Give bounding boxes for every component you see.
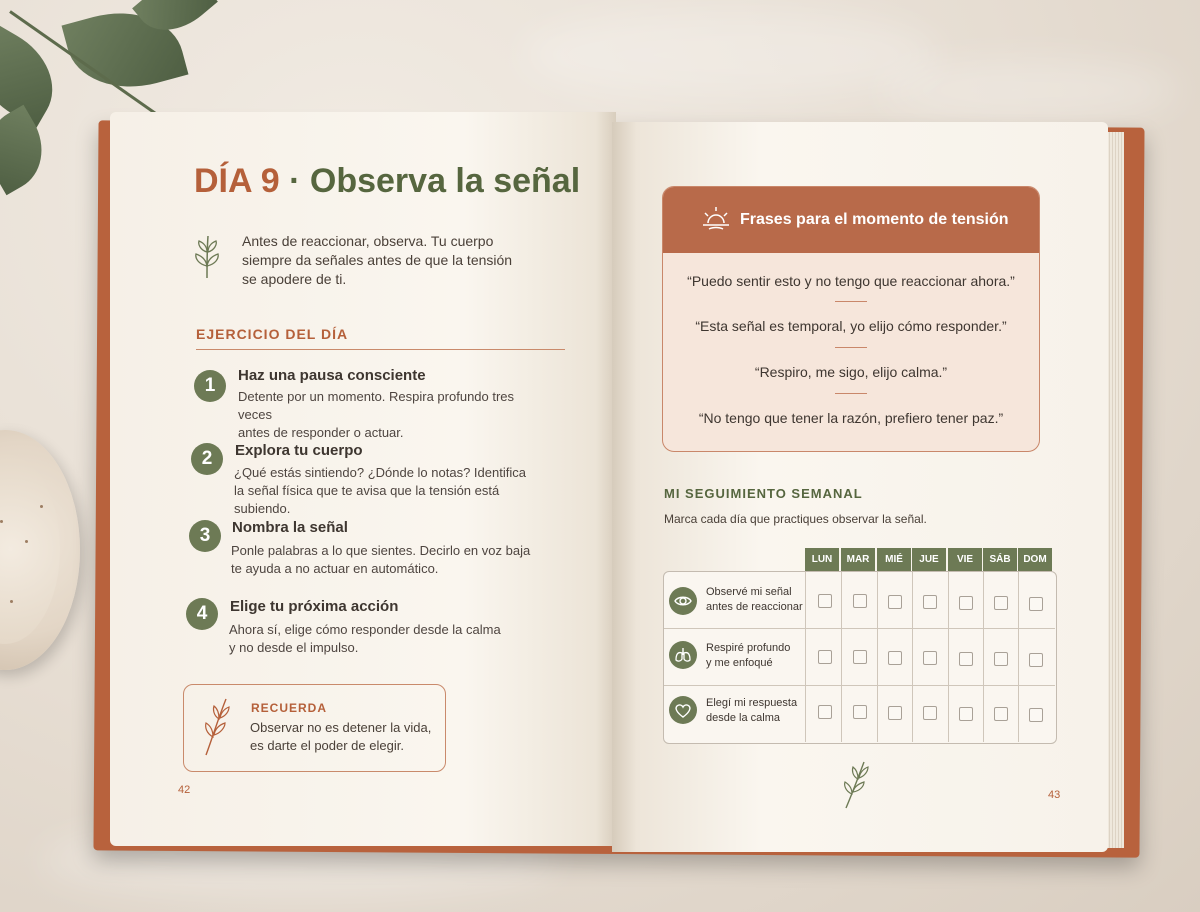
lungs-icon — [669, 641, 697, 669]
step-number: 1 — [194, 370, 226, 402]
checkbox[interactable] — [959, 596, 973, 610]
page-title — [194, 162, 580, 201]
col-divider — [1018, 572, 1019, 742]
row-divider — [664, 685, 1055, 686]
ceramic-bowl — [0, 430, 80, 670]
branch-icon — [200, 695, 232, 757]
step-number: 4 — [186, 598, 218, 630]
col-divider — [841, 572, 842, 742]
page-number-left: 42 — [178, 784, 191, 796]
step-body: Ponle palabras a lo que sientes. Decirlo en voz baja te ayuda a no actuar en automático. — [231, 543, 531, 576]
day-header: DOM — [1018, 548, 1052, 572]
phrase: “Esta señal es temporal, yo elijo cómo responder.” — [695, 318, 1007, 334]
fabric-fold — [880, 60, 1180, 120]
step-number: 2 — [191, 443, 223, 475]
checkbox[interactable] — [818, 650, 832, 664]
checkbox[interactable] — [959, 652, 973, 666]
step-body: Ahora sí, elige cómo responder desde la calma y no desde el impulso. — [229, 622, 501, 655]
day-header: JUE — [912, 548, 946, 572]
checkbox[interactable] — [888, 595, 902, 609]
row-label: Observé mi señal antes de reaccionar — [706, 586, 803, 613]
tracker-heading: MI SEGUIMIENTO SEMANAL — [664, 486, 863, 501]
checkbox[interactable] — [994, 652, 1008, 666]
checkbox[interactable] — [853, 594, 867, 608]
fabric-fold — [520, 10, 940, 100]
reminder-heading: RECUERDA — [251, 701, 328, 715]
col-divider — [912, 572, 913, 742]
intro-text: Antes de reaccionar, observa. Tu cuerpo siempre da señales antes de que la tensión se apodere de ti. — [242, 233, 513, 287]
row-label: Elegí mi respuesta desde la calma — [706, 697, 798, 724]
checkbox[interactable] — [853, 650, 867, 664]
sprig-icon — [838, 758, 872, 810]
divider — [196, 349, 565, 350]
col-divider — [877, 572, 878, 742]
checkbox[interactable] — [888, 706, 902, 720]
title-main: Observa la señal — [309, 162, 581, 200]
title-separator: · — [289, 162, 301, 200]
step-number: 3 — [189, 520, 221, 552]
day-header: SÁB — [983, 548, 1017, 572]
checkbox[interactable] — [923, 595, 937, 609]
checkbox[interactable] — [1029, 597, 1043, 611]
checkbox[interactable] — [818, 594, 832, 608]
divider — [835, 393, 867, 394]
step-body: Detente por un momento. Respira profundo tres veces antes de responder o actuar. — [238, 389, 515, 440]
checkbox[interactable] — [818, 705, 832, 719]
row-divider — [664, 628, 1055, 629]
checkbox[interactable] — [923, 706, 937, 720]
col-divider — [983, 572, 984, 742]
reminder-box — [183, 684, 446, 772]
checkbox[interactable] — [994, 596, 1008, 610]
day-header: VIE — [948, 548, 982, 572]
sprig-icon — [190, 232, 224, 280]
row-label: Respiré profundo y me enfoqué — [706, 642, 791, 669]
phrase: “No tengo que tener la razón, prefiero tener paz.” — [698, 410, 1004, 426]
checkbox[interactable] — [959, 707, 973, 721]
heart-icon — [669, 696, 697, 724]
page-number-right: 43 — [1048, 789, 1061, 801]
phrases-card — [662, 186, 1040, 452]
checkbox[interactable] — [994, 707, 1008, 721]
eye-icon — [669, 587, 697, 615]
exercise-heading: EJERCICIO DEL DÍA — [196, 326, 349, 342]
day-header: MIÉ — [877, 548, 911, 572]
checkbox[interactable] — [923, 651, 937, 665]
checkbox[interactable] — [853, 705, 867, 719]
tracker-instruction: Marca cada día que practiques observar la señal. — [664, 512, 927, 526]
phrase: “Puedo sentir esto y no tengo que reaccionar ahora.” — [687, 273, 1015, 289]
step-title: Explora tu cuerpo — [235, 442, 363, 459]
reminder-text: Observar no es detener la vida, es darte el poder de elegir. — [250, 720, 432, 753]
phrases-title: Frases para el momento de tensión — [740, 211, 1009, 228]
checkbox[interactable] — [888, 651, 902, 665]
divider — [835, 347, 867, 348]
step-title: Haz una pausa consciente — [238, 367, 426, 384]
checkbox[interactable] — [1029, 708, 1043, 722]
sunrise-icon — [701, 205, 731, 233]
step-body: ¿Qué estás sintiendo? ¿Dónde lo notas? Identifica la señal física que te avisa que la tensión está subiendo. — [234, 465, 526, 516]
divider — [835, 301, 867, 302]
title-day: DÍA 9 — [194, 162, 280, 200]
col-divider — [948, 572, 949, 742]
step-title: Elige tu próxima acción — [230, 598, 399, 615]
day-header: LUN — [805, 548, 839, 572]
checkbox[interactable] — [1029, 653, 1043, 667]
phrase: “Respiro, me sigo, elijo calma.” — [754, 364, 948, 380]
phrases-header — [663, 187, 1039, 253]
day-header: MAR — [841, 548, 875, 572]
step-title: Nombra la señal — [232, 519, 348, 536]
